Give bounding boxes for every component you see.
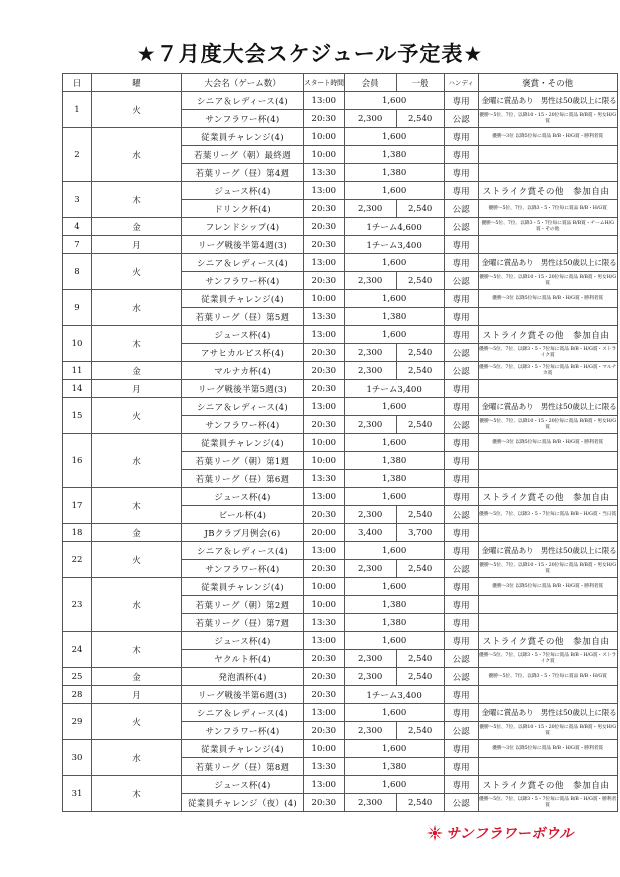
handicap-cell: 専用 [444,578,478,596]
event-name-cell: ジュース杯(4) [182,488,304,506]
prize-cell [478,524,617,542]
member-fee-cell: 2,300 [344,506,396,524]
weekday-cell: 火 [92,254,182,290]
day-cell: 24 [63,632,92,668]
start-time-cell: 13:00 [304,542,345,560]
handicap-cell: 専用 [444,254,478,272]
handicap-cell: 専用 [444,524,478,542]
handicap-cell: 専用 [444,452,478,470]
event-name-cell: リーグ戦後半第6週(3) [182,686,304,704]
prize-cell [478,236,617,254]
start-time-cell: 13:00 [304,488,345,506]
event-name-cell: 若葉リーグ（昼）第8週 [182,758,304,776]
table-row [63,704,618,722]
event-name-cell: 若葉リーグ（昼）第4週 [182,164,304,182]
day-cell: 15 [63,398,92,434]
event-name-cell: サンフラワー杯(4) [182,110,304,128]
handicap-cell: 専用 [444,128,478,146]
event-name-cell: 従業員チャレンジ(4) [182,128,304,146]
event-name-cell: シニア＆レディース(4) [182,398,304,416]
prize-cell [478,596,617,614]
prize-cell: 金曜に賞品あり 男性は50歳以上に限る [478,542,617,560]
start-time-cell: 13:30 [304,308,345,326]
start-time-cell: 20:30 [304,416,345,434]
start-time-cell: 20:30 [304,236,345,254]
start-time-cell: 20:30 [304,200,345,218]
table-row [63,542,618,560]
event-name-cell: 若葉リーグ（昼）第7週 [182,614,304,632]
handicap-cell: 専用 [444,182,478,200]
day-cell: 22 [63,542,92,578]
fee-cell: 1チーム4,600 [344,218,444,236]
handicap-cell: 専用 [444,488,478,506]
member-fee-cell: 2,300 [344,110,396,128]
event-name-cell: サンフラワー杯(4) [182,416,304,434]
day-cell: 3 [63,182,92,218]
prize-cell [478,452,617,470]
prize-cell: ストライク賞その他 参加自由 [478,632,617,650]
event-name-cell: 若葉リーグ（昼）第5週 [182,308,304,326]
member-fee-cell: 3,400 [344,524,396,542]
weekday-cell: 水 [92,434,182,488]
sunflower-bowl-logo [426,823,574,843]
handicap-cell: 専用 [444,326,478,344]
handicap-cell: 公認 [444,416,478,434]
event-name-cell: ジュース杯(4) [182,182,304,200]
weekday-cell: 金 [92,668,182,686]
start-time-cell: 13:00 [304,776,345,794]
event-name-cell: 従業員チャレンジ(4) [182,740,304,758]
prize-cell: 金曜に賞品あり 男性は50歳以上に限る [478,704,617,722]
start-time-cell: 20:30 [304,650,345,668]
start-time-cell: 20:30 [304,560,345,578]
prize-cell [478,146,617,164]
handicap-cell: 専用 [444,686,478,704]
general-fee-cell: 2,540 [396,560,444,578]
start-time-cell: 20:30 [304,344,345,362]
handicap-cell: 公認 [444,722,478,740]
prize-cell: 優勝～5位、7位、以降10・15・20位毎に賞品 B/B賞・男女H/G賞 [478,722,617,740]
day-cell: 29 [63,704,92,740]
prize-cell: 優勝～5位、7位、以降10・15・20位毎に賞品 B/B賞・男女H/G賞 [478,272,617,290]
day-cell: 8 [63,254,92,290]
event-name-cell: 若葉リーグ（朝）第1週 [182,452,304,470]
prize-cell: 優勝～5位、7位、以降3・5・7位毎に賞品 B/B・H/G賞・ストライク賞 [478,344,617,362]
start-time-cell: 10:00 [304,740,345,758]
event-name-cell: 従業員チャレンジ(4) [182,434,304,452]
prize-cell: ストライク賞その他 参加自由 [478,776,617,794]
member-fee-cell: 2,300 [344,794,396,812]
general-fee-cell: 2,540 [396,650,444,668]
start-time-cell: 13:30 [304,164,345,182]
weekday-cell: 火 [92,92,182,128]
general-fee-cell: 2,540 [396,794,444,812]
header-general-fee: 一般 [396,74,444,92]
start-time-cell: 20:30 [304,362,345,380]
weekday-cell: 月 [92,236,182,254]
fee-cell: 1,600 [344,398,444,416]
weekday-cell: 木 [92,632,182,668]
event-name-cell: JBクラブ月例会(6) [182,524,304,542]
handicap-cell: 専用 [444,758,478,776]
prize-cell: ストライク賞その他 参加自由 [478,182,617,200]
handicap-cell: 公認 [444,200,478,218]
member-fee-cell: 2,300 [344,344,396,362]
handicap-cell: 専用 [444,470,478,488]
event-name-cell: 従業員チャレンジ(4) [182,290,304,308]
prize-cell: 優勝～5位、7位、以降3・5・7位毎に賞品 B/B・H/G賞・ストライク賞 [478,650,617,668]
handicap-cell: 公認 [444,362,478,380]
handicap-cell: 専用 [444,776,478,794]
handicap-cell: 専用 [444,434,478,452]
start-time-cell: 10:00 [304,290,345,308]
weekday-cell: 金 [92,524,182,542]
member-fee-cell: 2,300 [344,272,396,290]
day-cell: 28 [63,686,92,704]
weekday-cell: 水 [92,128,182,182]
day-cell: 4 [63,218,92,236]
day-cell: 7 [63,236,92,254]
prize-cell: 優勝～5位、7位、以降3・5・7位毎に賞品 B/B・H/G賞・当日賞 [478,506,617,524]
event-name-cell: シニア＆レディース(4) [182,92,304,110]
start-time-cell: 13:30 [304,614,345,632]
handicap-cell: 専用 [444,290,478,308]
prize-cell: 金曜に賞品あり 男性は50歳以上に限る [478,254,617,272]
fee-cell: 1,380 [344,596,444,614]
day-cell: 18 [63,524,92,542]
header-day: 日 [63,74,92,92]
handicap-cell: 公認 [444,344,478,362]
event-name-cell: ジュース杯(4) [182,776,304,794]
prize-cell: 優勝～3位 以降5位毎に賞品 B/B・H/G賞・勝利者賞 [478,578,617,596]
start-time-cell: 13:00 [304,326,345,344]
start-time-cell: 13:00 [304,398,345,416]
event-name-cell: 若葉リーグ（朝）最終週 [182,146,304,164]
table-row [63,488,618,506]
start-time-cell: 13:00 [304,704,345,722]
event-name-cell: シニア＆レディース(4) [182,704,304,722]
fee-cell: 1チーム3,400 [344,380,444,398]
prize-cell: 金曜に賞品あり 男性は50歳以上に限る [478,92,617,110]
handicap-cell: 専用 [444,146,478,164]
prize-cell [478,614,617,632]
day-cell: 1 [63,92,92,128]
prize-cell: 優勝～5位、7位、以降3・5・7位毎に賞品 B/B・H/G賞・勝利者賞 [478,794,617,812]
table-row [63,632,618,650]
start-time-cell: 10:00 [304,434,345,452]
weekday-cell: 火 [92,542,182,578]
fee-cell: 1,600 [344,632,444,650]
start-time-cell: 20:30 [304,272,345,290]
day-cell: 14 [63,380,92,398]
fee-cell: 1,600 [344,182,444,200]
start-time-cell: 20:30 [304,668,345,686]
weekday-cell: 水 [92,290,182,326]
handicap-cell: 公認 [444,110,478,128]
schedule-table [62,73,618,812]
fee-cell: 1,600 [344,542,444,560]
day-cell: 2 [63,128,92,182]
start-time-cell: 20:00 [304,524,345,542]
event-name-cell: サンフラワー杯(4) [182,560,304,578]
event-name-cell: シニア＆レディース(4) [182,542,304,560]
start-time-cell: 20:30 [304,686,345,704]
start-time-cell: 13:00 [304,92,345,110]
handicap-cell: 公認 [444,560,478,578]
prize-cell: 優勝～5位、7位、以降10・15・20位毎に賞品 B/B賞・男女H/G賞 [478,110,617,128]
prize-cell: 優勝～5位、7位、以降3・5・7位毎に賞品 B/B賞・チームH/G賞・その他 [478,218,617,236]
table-row [63,236,618,254]
event-name-cell: ジュース杯(4) [182,632,304,650]
weekday-cell: 火 [92,704,182,740]
table-row [63,326,618,344]
member-fee-cell: 2,300 [344,722,396,740]
table-row [63,380,618,398]
member-fee-cell: 2,300 [344,560,396,578]
handicap-cell: 専用 [444,542,478,560]
general-fee-cell: 3,700 [396,524,444,542]
weekday-cell: 月 [92,686,182,704]
header-row [63,74,618,92]
prize-cell: 金曜に賞品あり 男性は50歳以上に限る [478,398,617,416]
handicap-cell: 公認 [444,506,478,524]
member-fee-cell: 2,300 [344,668,396,686]
event-name-cell: 若葉リーグ（朝）第2週 [182,596,304,614]
prize-cell: 優勝～5位、7位、以降3・5・7位毎に賞品 B/B・H/G賞 [478,200,617,218]
prize-cell: 優勝～5位、7位、以降10・15・20位毎に賞品 B/B賞・男女H/G賞 [478,560,617,578]
prize-cell: 優勝～3位 以降5位毎に賞品 B/B・H/G賞・勝利者賞 [478,128,617,146]
header-weekday: 曜 [92,74,182,92]
day-cell: 25 [63,668,92,686]
general-fee-cell: 2,540 [396,344,444,362]
fee-cell: 1,380 [344,758,444,776]
table-row [63,740,618,758]
event-name-cell: アサヒカルピス杯(4) [182,344,304,362]
table-row [63,290,618,308]
general-fee-cell: 2,540 [396,506,444,524]
handicap-cell: 公認 [444,218,478,236]
fee-cell: 1チーム3,400 [344,236,444,254]
handicap-cell: 公認 [444,650,478,668]
start-time-cell: 20:30 [304,722,345,740]
handicap-cell: 専用 [444,236,478,254]
table-row [63,524,618,542]
day-cell: 23 [63,578,92,632]
event-name-cell: サンフラワー杯(4) [182,722,304,740]
event-name-cell: ビール杯(4) [182,506,304,524]
member-fee-cell: 2,300 [344,200,396,218]
fee-cell: 1,600 [344,434,444,452]
header-member-fee: 会員 [344,74,396,92]
prize-cell: 優勝～5位、7位、以降10・15・20位毎に賞品 B/B賞・男女H/G賞 [478,416,617,434]
handicap-cell: 専用 [444,398,478,416]
fee-cell: 1,600 [344,290,444,308]
weekday-cell: 水 [92,578,182,632]
fee-cell: 1,600 [344,254,444,272]
table-row [63,578,618,596]
general-fee-cell: 2,540 [396,200,444,218]
table-row [63,218,618,236]
handicap-cell: 公認 [444,668,478,686]
table-row [63,128,618,146]
prize-cell: 優勝～3位 以降5位毎に賞品 B/B・H/G賞・勝利者賞 [478,740,617,758]
start-time-cell: 20:30 [304,110,345,128]
table-row [63,776,618,794]
event-name-cell: サンフラワー杯(4) [182,272,304,290]
fee-cell: 1,600 [344,92,444,110]
prize-cell [478,758,617,776]
prize-cell: 優勝～3位 以降5位毎に賞品 B/B・H/G賞・勝利者賞 [478,290,617,308]
start-time-cell: 13:30 [304,758,345,776]
prize-cell [478,308,617,326]
handicap-cell: 専用 [444,164,478,182]
handicap-cell: 専用 [444,92,478,110]
event-name-cell: 発泡酒杯(4) [182,668,304,686]
weekday-cell: 金 [92,362,182,380]
prize-cell: ストライク賞その他 参加自由 [478,326,617,344]
table-row [63,398,618,416]
event-name-cell: リーグ戦後半第5週(3) [182,380,304,398]
logo-text: サンフラワーボウル [446,826,574,842]
fee-cell: 1,380 [344,164,444,182]
general-fee-cell: 2,540 [396,110,444,128]
event-name-cell: シニア＆レディース(4) [182,254,304,272]
handicap-cell: 公認 [444,272,478,290]
handicap-cell: 専用 [444,380,478,398]
member-fee-cell: 2,300 [344,650,396,668]
day-cell: 30 [63,740,92,776]
table-row [63,434,618,452]
table-row [63,182,618,200]
fee-cell: 1,600 [344,704,444,722]
prize-cell [478,380,617,398]
prize-cell [478,164,617,182]
fee-cell: 1,600 [344,740,444,758]
member-fee-cell: 2,300 [344,416,396,434]
prize-cell [478,686,617,704]
prize-cell: 優勝～3位 以降5位毎に賞品 B/B・H/G賞・勝利者賞 [478,434,617,452]
event-name-cell: リーグ戦後半第4週(3) [182,236,304,254]
fee-cell: 1,380 [344,470,444,488]
start-time-cell: 13:00 [304,182,345,200]
handicap-cell: 専用 [444,740,478,758]
start-time-cell: 20:30 [304,380,345,398]
start-time-cell: 10:00 [304,578,345,596]
event-name-cell: 若葉リーグ（昼）第6週 [182,470,304,488]
weekday-cell: 金 [92,218,182,236]
prize-cell: ストライク賞その他 参加自由 [478,488,617,506]
table-row [63,92,618,110]
event-name-cell: ヤクルト杯(4) [182,650,304,668]
sunflower-logo-icon [426,824,444,842]
handicap-cell: 専用 [444,632,478,650]
fee-cell: 1,380 [344,308,444,326]
start-time-cell: 13:00 [304,632,345,650]
table-row [63,686,618,704]
event-name-cell: ジュース杯(4) [182,326,304,344]
header-start-time: スタート時間 [304,74,345,92]
general-fee-cell: 2,540 [396,362,444,380]
fee-cell: 1,600 [344,326,444,344]
handicap-cell: 専用 [444,614,478,632]
day-cell: 11 [63,362,92,380]
day-cell: 17 [63,488,92,524]
start-time-cell: 13:30 [304,470,345,488]
start-time-cell: 20:30 [304,506,345,524]
fee-cell: 1,600 [344,488,444,506]
fee-cell: 1,380 [344,614,444,632]
start-time-cell: 13:00 [304,254,345,272]
weekday-cell: 火 [92,398,182,434]
header-prize: 褒賞・その他 [478,74,617,92]
page-title: ★７月度大会スケジュール予定表★ [136,42,484,66]
fee-cell: 1,380 [344,146,444,164]
member-fee-cell: 2,300 [344,362,396,380]
handicap-cell: 専用 [444,308,478,326]
prize-cell: 優勝～5位、7位、以降3・5・7位毎に賞品 B/B・H/G賞・マルナカ賞 [478,362,617,380]
fee-cell: 1,600 [344,128,444,146]
start-time-cell: 20:30 [304,218,345,236]
day-cell: 10 [63,326,92,362]
weekday-cell: 木 [92,182,182,218]
day-cell: 9 [63,290,92,326]
start-time-cell: 10:00 [304,596,345,614]
event-name-cell: 従業員チャレンジ（夜）(4) [182,794,304,812]
event-name-cell: マルナカ杯(4) [182,362,304,380]
start-time-cell: 10:00 [304,128,345,146]
fee-cell: 1,600 [344,776,444,794]
fee-cell: 1,380 [344,452,444,470]
table-row [63,362,618,380]
weekday-cell: 月 [92,380,182,398]
table-row [63,254,618,272]
handicap-cell: 専用 [444,596,478,614]
event-name-cell: ドリンク杯(4) [182,200,304,218]
weekday-cell: 木 [92,488,182,524]
header-handicap: ハンディ [444,74,478,92]
handicap-cell: 公認 [444,794,478,812]
event-name-cell: 従業員チャレンジ(4) [182,578,304,596]
event-name-cell: フレンドシップ(4) [182,218,304,236]
start-time-cell: 10:00 [304,452,345,470]
prize-cell: 優勝～5位、7位、以降3・5・7位毎に賞品 B/B・H/G賞 [478,668,617,686]
day-cell: 31 [63,776,92,812]
start-time-cell: 10:00 [304,146,345,164]
prize-cell [478,470,617,488]
general-fee-cell: 2,540 [396,668,444,686]
fee-cell: 1,600 [344,578,444,596]
weekday-cell: 水 [92,740,182,776]
general-fee-cell: 2,540 [396,722,444,740]
table-row [63,668,618,686]
day-cell: 16 [63,434,92,488]
weekday-cell: 木 [92,776,182,812]
header-event-name: 大会名（ゲーム数） [182,74,304,92]
weekday-cell: 木 [92,326,182,362]
handicap-cell: 専用 [444,704,478,722]
general-fee-cell: 2,540 [396,272,444,290]
general-fee-cell: 2,540 [396,416,444,434]
fee-cell: 1チーム3,400 [344,686,444,704]
start-time-cell: 20:30 [304,794,345,812]
